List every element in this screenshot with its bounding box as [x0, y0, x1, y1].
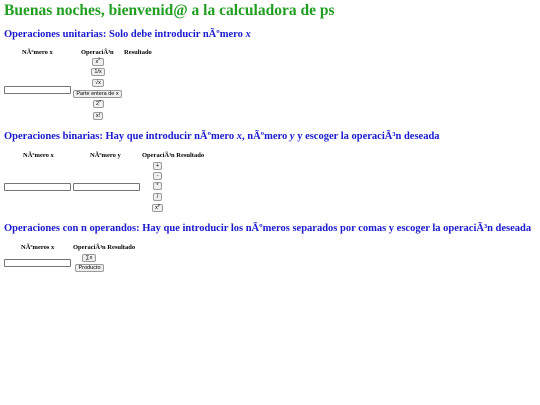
unary-section-heading [4, 29, 251, 40]
add-button[interactable]: + [153, 162, 162, 170]
binary-section-heading [4, 131, 440, 142]
binary-heading-x: x [236, 131, 242, 142]
unary-heading-var: x [245, 29, 251, 40]
power-of-two-button[interactable] [93, 100, 104, 108]
square-button-base: x [95, 59, 99, 65]
binary-header-number-y: NÃºmero y [90, 152, 121, 159]
unary-header-result: Resultado [124, 49, 152, 56]
nary-header-numbers-x: NÃºmeros x [21, 244, 55, 251]
square-button[interactable] [92, 58, 104, 66]
multiply-button[interactable]: * [153, 182, 162, 190]
binary-heading-mid: , nÃºmero [241, 131, 290, 142]
binary-heading-y: y [289, 131, 295, 142]
binary-number-x-input[interactable] [4, 183, 71, 191]
binary-number-y-input[interactable] [73, 183, 140, 191]
unary-header-number-x: NÃºmero x [22, 49, 53, 56]
product-button[interactable]: Producto [75, 264, 104, 272]
sum-button[interactable]: ∑x [82, 254, 96, 262]
binary-header-operation-result: OperaciÃ³n Resultado [142, 152, 205, 159]
sqrt-button[interactable]: √x [92, 79, 104, 87]
unary-header-operation: OperaciÃ³n [81, 49, 114, 56]
power-of-two-exp: x [99, 98, 102, 104]
subtract-button[interactable]: - [153, 172, 162, 180]
power-button-base: x [155, 205, 158, 211]
nary-header-operation-result: OperaciÃ³n Resultado [73, 244, 136, 251]
square-button-exp: 2 [98, 56, 101, 62]
unary-heading-text: Operaciones unitarias: Solo debe introducir nÃºmero [4, 29, 246, 40]
unary-number-x-input[interactable] [4, 86, 71, 94]
divide-button[interactable]: / [153, 193, 162, 201]
binary-heading-pre: Operaciones binarias: Hay que introducir nÃºmero [4, 131, 237, 142]
page-title: Buenas noches, bienvenid@ a la calculadora de ps [4, 2, 335, 19]
nary-section-heading: Operaciones con n operandos: Hay que introducir los nÃºmeros separados por comas y escoger la operaciÃ³n deseada [4, 223, 532, 234]
power-button-exp: y [157, 202, 160, 208]
integer-part-button[interactable]: Parte entera de x [73, 90, 122, 98]
power-button[interactable] [152, 204, 163, 212]
nary-numbers-input[interactable] [4, 259, 71, 267]
binary-header-number-x: NÃºmero x [23, 152, 54, 159]
factorial-button[interactable]: x! [93, 112, 103, 120]
power-of-two-base: 2 [95, 101, 100, 107]
reciprocal-button[interactable]: 1/x [91, 68, 105, 76]
binary-heading-post: y escoger la operaciÃ³n deseada [294, 131, 440, 142]
